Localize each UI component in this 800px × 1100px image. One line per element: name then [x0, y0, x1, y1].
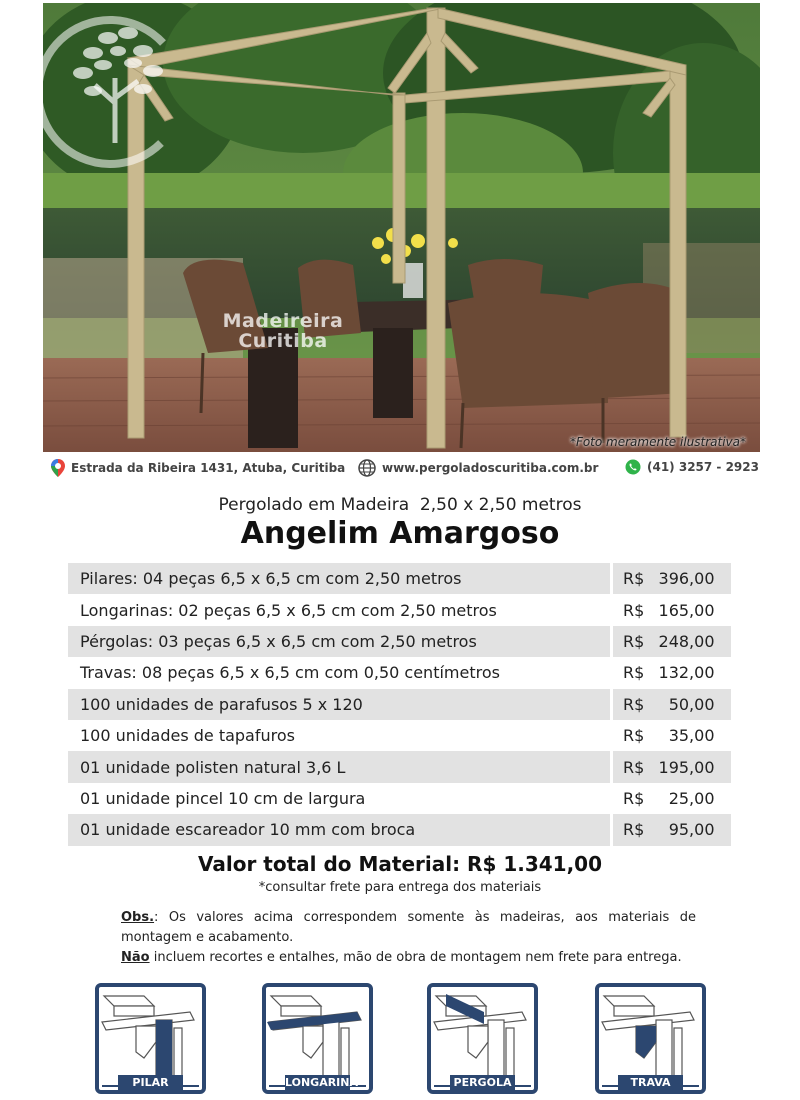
logo-wordmark	[213, 311, 353, 351]
component-diagrams	[0, 982, 800, 1100]
item-currency: R$	[623, 726, 645, 746]
logo-line-2: Curitiba	[238, 330, 328, 352]
diagram-pergola	[426, 982, 539, 1095]
item-currency: R$	[612, 563, 658, 594]
diagram-label: LONGARINA	[285, 1076, 358, 1089]
price-row	[68, 720, 731, 751]
obs-paragraph	[121, 908, 696, 948]
item-value: 165,00	[658, 600, 715, 620]
website-item[interactable]	[358, 459, 598, 477]
item-value: 396,00	[657, 563, 731, 594]
item-value: 50,00	[657, 689, 731, 720]
item-description: Travas: 08 peças 6,5 x 6,5 cm com 0,50 centímetros	[68, 657, 612, 688]
item-currency: R$	[623, 788, 645, 808]
logo-line-1: Madeireira	[222, 310, 344, 332]
item-currency: R$	[612, 626, 658, 657]
item-value: 248,00	[657, 626, 731, 657]
diagram-label: PERGOLA	[450, 1075, 515, 1091]
diagram-trava	[594, 982, 707, 1095]
item-description: Pilares: 04 peças 6,5 x 6,5 cm com 2,50 metros	[68, 563, 612, 594]
item-value: 35,00	[668, 726, 715, 746]
diagram-label: TRAVA	[618, 1075, 683, 1091]
item-value: 132,00	[658, 663, 715, 683]
price-row	[68, 814, 731, 845]
phone-item[interactable]	[625, 459, 759, 475]
subtitle: Pergolado em Madeira 2,50 x 2,50 metros	[218, 495, 582, 515]
hero-photo	[43, 3, 760, 452]
address-item	[51, 459, 345, 477]
address-text: Estrada da Ribeira 1431, Atuba, Curitiba	[71, 461, 346, 475]
item-description: 100 unidades de tapafuros	[68, 720, 612, 751]
item-description: 01 unidade polisten natural 3,6 L	[68, 751, 612, 782]
globe-icon	[358, 459, 376, 477]
price-row	[68, 594, 731, 625]
price-row	[68, 563, 731, 594]
item-description: 01 unidade escareador 10 mm com broca	[68, 814, 612, 845]
price-row	[68, 689, 731, 720]
observations	[121, 908, 696, 968]
whatsapp-icon	[625, 459, 641, 475]
item-currency: R$	[612, 751, 658, 782]
diagram-pilar	[94, 982, 207, 1095]
contact-bar	[43, 456, 760, 478]
item-description: 01 unidade pincel 10 cm de largura	[68, 783, 612, 814]
page-title: Angelim Amargoso	[240, 516, 560, 551]
item-currency: R$	[623, 600, 645, 620]
item-currency: R$	[612, 814, 658, 845]
item-value: 195,00	[657, 751, 731, 782]
nao-label: Não	[121, 950, 150, 965]
item-description: Pérgolas: 03 peças 6,5 x 6,5 cm com 2,50 metros	[68, 626, 612, 657]
tree-logo-icon	[43, 3, 193, 183]
diagram-longarina	[261, 982, 374, 1095]
website-link[interactable]: www.pergoladoscuritiba.com.br	[382, 461, 599, 475]
item-description: Longarinas: 02 peças 6,5 x 6,5 cm com 2,50 metros	[68, 594, 612, 625]
phone-text[interactable]: (41) 3257 - 2923	[647, 460, 759, 474]
item-currency: R$	[623, 663, 645, 683]
obs-text: : Os valores acima correspondem somente às madeiras, aos materiais de montagem e acabamento.	[121, 910, 696, 945]
nao-paragraph	[121, 948, 696, 968]
photo-caption: *Foto meramente ilustrativa*	[569, 435, 746, 449]
item-value: 95,00	[657, 814, 731, 845]
price-row	[68, 783, 731, 814]
price-row	[68, 626, 731, 657]
obs-label: Obs.	[121, 910, 155, 925]
price-table	[68, 563, 732, 846]
item-value: 25,00	[668, 788, 715, 808]
nao-text: incluem recortes e entalhes, mão de obra de montagem nem frete para entrega.	[149, 950, 682, 965]
item-currency: R$	[612, 689, 658, 720]
price-row	[68, 751, 731, 782]
map-pin-icon	[51, 459, 65, 477]
diagram-label: PILAR	[118, 1075, 183, 1091]
price-row	[68, 657, 731, 688]
item-description: 100 unidades de parafusos 5 x 120	[68, 689, 612, 720]
freight-note: *consultar frete para entrega dos materiais	[258, 880, 542, 895]
total-value: Valor total do Material: R$ 1.341,00	[197, 852, 603, 876]
